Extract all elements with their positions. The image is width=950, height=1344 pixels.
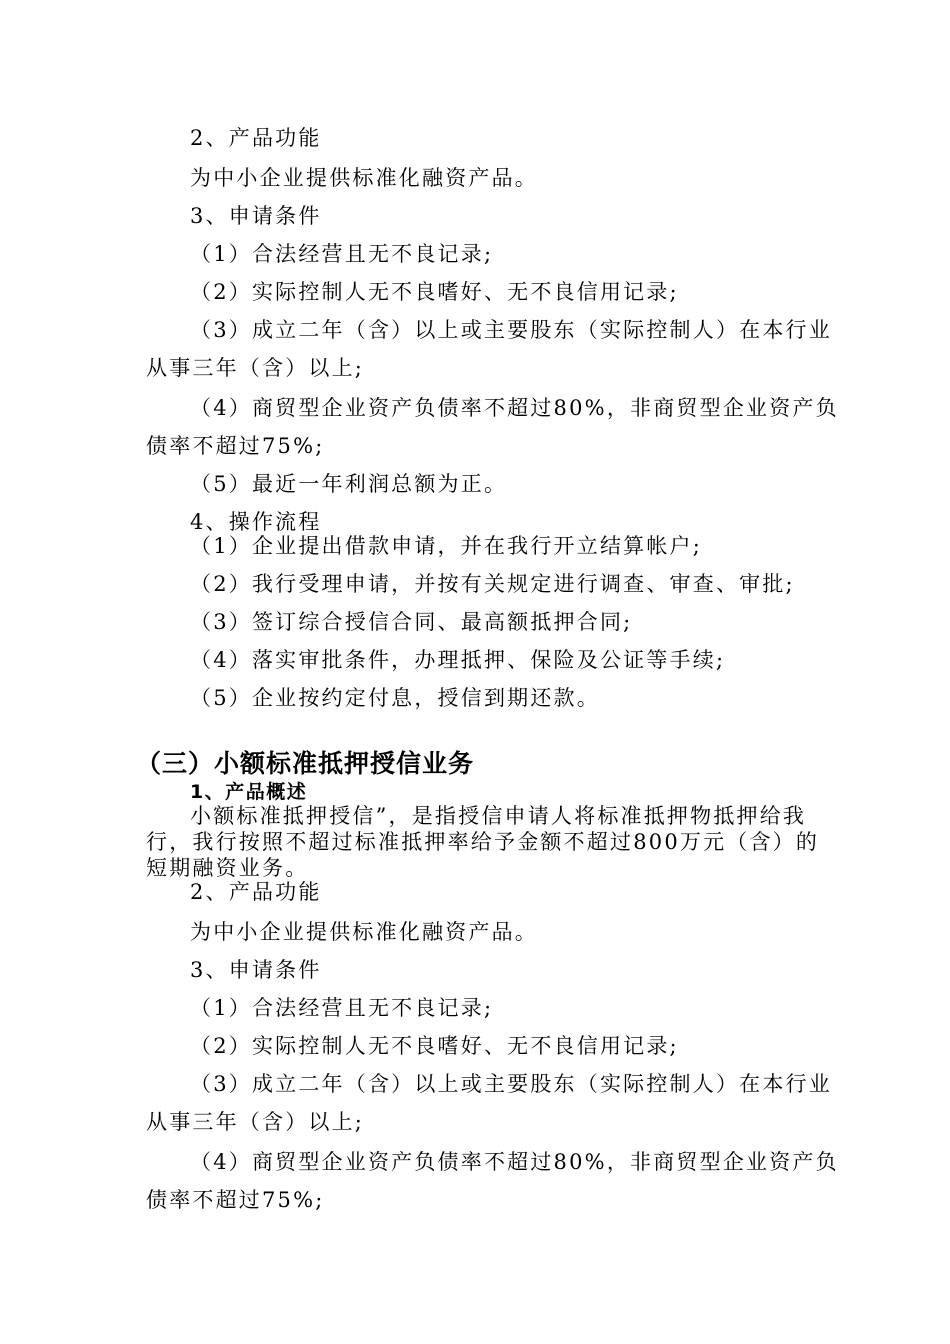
condition-item-continued: 债率不超过75%; <box>146 434 325 458</box>
condition-item: （5）最近一年利润总额为正。 <box>190 472 508 496</box>
condition-item: （2）实际控制人无不良嗜好、无不良信用记录; <box>190 1034 679 1058</box>
section-heading: （三）小额标准抵押授信业务 <box>136 749 475 778</box>
overview-text-line: 小额标准抵押授信”，是指授信申请人将标准抵押物抵押给我 <box>190 804 807 828</box>
product-function-title: 2、产品功能 <box>190 126 322 150</box>
condition-item: （4）商贸型企业资产负债率不超过80%，非商贸型企业资产负 <box>190 1150 839 1174</box>
process-step: （2）我行受理申请，并按有关规定进行调查、审查、审批; <box>190 572 795 596</box>
condition-item: （3）成立二年（含）以上或主要股东（实际控制人）在本行业 <box>190 318 832 342</box>
application-conditions-title: 3、申请条件 <box>190 958 322 982</box>
condition-item: （1）合法经营且无不良记录; <box>190 996 494 1020</box>
condition-item: （2）实际控制人无不良嗜好、无不良信用记录; <box>190 280 679 304</box>
product-function-text: 为中小企业提供标准化融资产品。 <box>190 166 538 190</box>
condition-item-continued: 从事三年（含）以上; <box>146 1110 365 1134</box>
process-step: （4）落实审批条件，办理抵押、保险及公证等手续; <box>190 648 726 672</box>
application-conditions-title: 3、申请条件 <box>190 204 322 228</box>
condition-item-continued: 债率不超过75%; <box>146 1188 325 1212</box>
product-overview-title: 1、产品概述 <box>190 781 308 803</box>
process-step: （3）签订综合授信合同、最高额抵押合同; <box>190 610 633 634</box>
product-function-text: 为中小企业提供标准化融资产品。 <box>190 920 538 944</box>
overview-text-line: 短期融资业务。 <box>146 856 309 880</box>
condition-item: （1）合法经营且无不良记录; <box>190 242 494 266</box>
process-step: （5）企业按约定付息，授信到期还款。 <box>190 686 600 710</box>
operation-process-title: 4、操作流程 <box>190 510 322 534</box>
condition-item: （3）成立二年（含）以上或主要股东（实际控制人）在本行业 <box>190 1072 832 1096</box>
overview-text-line: 行，我行按照不超过标准抵押率给予金额不超过800万元（含）的 <box>146 830 820 854</box>
condition-item: （4）商贸型企业资产负债率不超过80%，非商贸型企业资产负 <box>190 396 839 420</box>
condition-item-continued: 从事三年（含）以上; <box>146 356 365 380</box>
process-step: （1）企业提出借款申请，并在我行开立结算帐户; <box>190 534 703 558</box>
product-function-title: 2、产品功能 <box>190 880 322 904</box>
